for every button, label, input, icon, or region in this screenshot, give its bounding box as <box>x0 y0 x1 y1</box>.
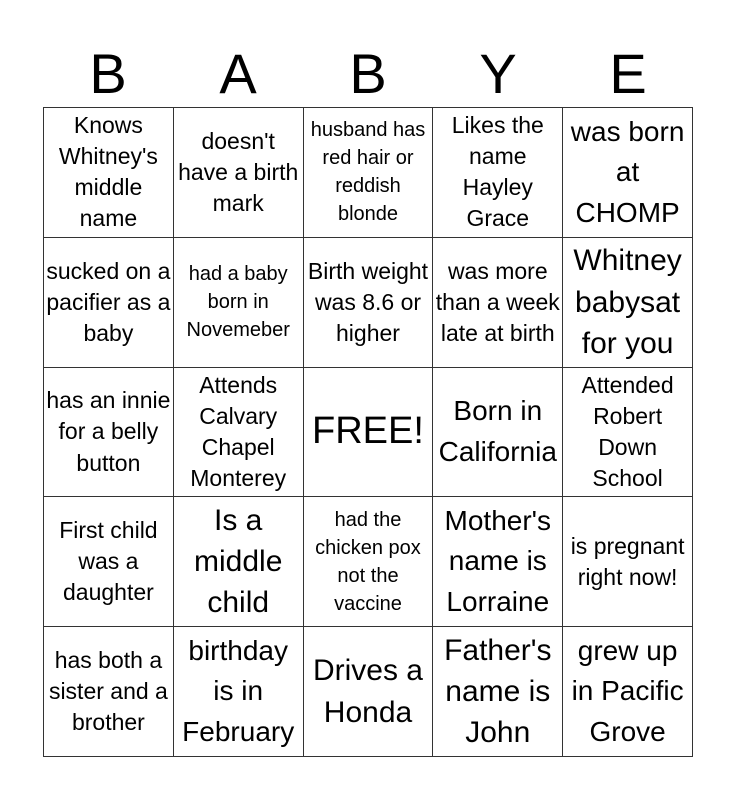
cell-text: birthday is in February <box>182 634 295 747</box>
bingo-cell[interactable] <box>563 627 693 757</box>
bingo-cell[interactable] <box>304 238 434 368</box>
free-space-cell[interactable] <box>304 368 434 498</box>
cell-text: husband has red hair or reddish blonde <box>310 119 426 226</box>
header-letter-e: E <box>609 42 647 105</box>
bingo-grid <box>43 107 693 757</box>
cell-text: was more than a week late at birth <box>435 257 560 346</box>
bingo-cell[interactable] <box>44 238 174 368</box>
bingo-cell[interactable] <box>174 497 304 627</box>
cell-text: was born at CHOMP <box>570 115 685 228</box>
bingo-cell[interactable] <box>304 108 434 238</box>
bingo-cell[interactable] <box>433 627 563 757</box>
cell-text: has an innie for a belly button <box>46 387 171 476</box>
cell-text: is pregnant right now! <box>570 532 685 590</box>
bingo-cell[interactable] <box>44 627 174 757</box>
cell-text: has both a sister and a brother <box>48 647 168 736</box>
bingo-cell[interactable] <box>433 108 563 238</box>
cell-text: Knows Whitney's middle name <box>58 112 158 232</box>
bingo-cell[interactable] <box>304 627 434 757</box>
bingo-cell[interactable] <box>433 368 563 498</box>
cell-text: Is a middle child <box>194 503 283 620</box>
bingo-cell[interactable] <box>44 368 174 498</box>
bingo-cell[interactable] <box>174 108 304 238</box>
bingo-cell[interactable] <box>563 108 693 238</box>
bingo-cell[interactable] <box>44 108 174 238</box>
cell-text: had a baby born in Novemeber <box>186 263 290 342</box>
bingo-cell[interactable] <box>44 497 174 627</box>
bingo-cell[interactable] <box>563 368 693 498</box>
bingo-cell[interactable] <box>174 368 304 498</box>
cell-text: Likes the name Hayley Grace <box>451 112 544 232</box>
header-letter-y: Y <box>479 42 517 105</box>
header-letter-b2: B <box>349 42 387 105</box>
bingo-cell[interactable] <box>563 238 693 368</box>
cell-text: had the chicken pox not the vaccine <box>315 508 421 615</box>
bingo-header <box>43 40 693 108</box>
bingo-cell[interactable] <box>304 497 434 627</box>
header-letter-b: B <box>89 42 127 105</box>
cell-text: Drives a Honda <box>312 654 423 729</box>
bingo-cell[interactable] <box>174 627 304 757</box>
bingo-cell[interactable] <box>174 238 304 368</box>
cell-text: Born in California <box>438 395 557 467</box>
cell-text: Whitney babysat for you <box>573 244 682 360</box>
cell-text: grew up in Pacific Grove <box>571 634 684 747</box>
free-space-label: FREE! <box>312 410 424 453</box>
bingo-cell[interactable] <box>563 497 693 627</box>
cell-text: Father's name is John <box>444 633 552 750</box>
header-letter-a: A <box>219 42 257 105</box>
cell-text: Attended Robert Down School <box>581 371 674 492</box>
bingo-cell[interactable] <box>433 497 563 627</box>
cell-text: Birth weight was 8.6 or higher <box>307 257 429 346</box>
cell-text: doesn't have a birth mark <box>178 127 299 216</box>
cell-text: Attends Calvary Chapel Monterey <box>190 371 287 492</box>
bingo-cell[interactable] <box>433 238 563 368</box>
cell-text: Mother's name is Lorraine <box>444 504 552 618</box>
cell-text: First child was a daughter <box>59 517 158 606</box>
cell-text: sucked on a pacifier as a baby <box>46 257 171 346</box>
